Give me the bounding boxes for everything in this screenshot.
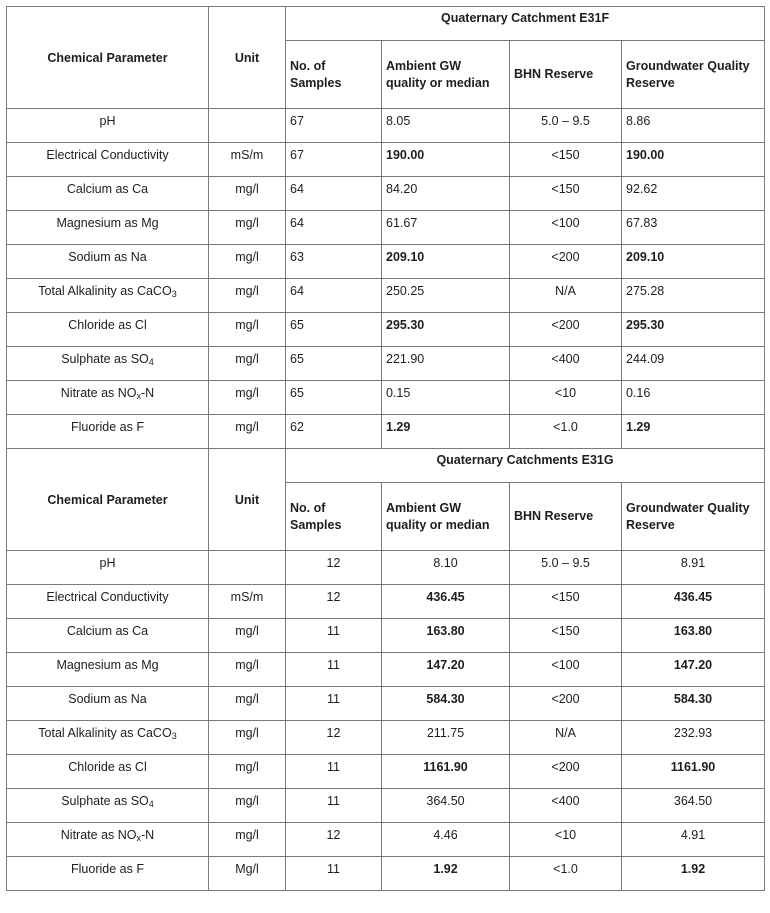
parameter-cell: Magnesium as Mg (7, 653, 209, 687)
ambient-cell: 147.20 (382, 653, 510, 687)
reserve-cell: 232.93 (622, 721, 765, 755)
gwq-reserve-header: Groundwater Quality Reserve (622, 41, 765, 109)
bhn-cell: <200 (510, 245, 622, 279)
samples-cell: 65 (286, 313, 382, 347)
ambient-cell: 221.90 (382, 347, 510, 381)
reserve-cell: 8.86 (622, 109, 765, 143)
no-of-samples-header: No. of Samples (286, 483, 382, 551)
parameter-cell: Fluoride as F (7, 857, 209, 891)
bhn-cell: N/A (510, 279, 622, 313)
bhn-cell: <1.0 (510, 857, 622, 891)
table-row (7, 755, 765, 789)
table-row (7, 279, 765, 313)
bhn-cell: <200 (510, 687, 622, 721)
ambient-cell: 61.67 (382, 211, 510, 245)
samples-cell: 62 (286, 415, 382, 449)
samples-cell: 11 (286, 857, 382, 891)
ambient-cell: 1.92 (382, 857, 510, 891)
table-row (7, 721, 765, 755)
table-row (7, 585, 765, 619)
parameter-cell: Sulphate as $SO_4$ (7, 347, 209, 381)
unit-cell (209, 109, 286, 143)
ambient-cell: 4.46 (382, 823, 510, 857)
parameter-cell: Sulphate as $SO_4$ (7, 789, 209, 823)
unit-cell: mg/l (209, 755, 286, 789)
parameter-cell: Fluoride as F (7, 415, 209, 449)
chemical-parameter-header: Chemical Parameter (7, 7, 209, 109)
parameter-cell: Chloride as Cl (7, 755, 209, 789)
unit-cell: mg/l (209, 619, 286, 653)
unit-cell: mg/l (209, 211, 286, 245)
bhn-cell: <150 (510, 585, 622, 619)
table-row (7, 211, 765, 245)
parameter-cell: Magnesium as Mg (7, 211, 209, 245)
unit-cell: mg/l (209, 823, 286, 857)
no-of-samples-header: No. of Samples (286, 41, 382, 109)
ambient-cell: 295.30 (382, 313, 510, 347)
ambient-cell: 364.50 (382, 789, 510, 823)
section-header-row (7, 7, 765, 41)
bhn-cell: <10 (510, 823, 622, 857)
table-row (7, 687, 765, 721)
table-row (7, 823, 765, 857)
bhn-cell: 5.0 – 9.5 (510, 109, 622, 143)
catchment-title: Quaternary Catchment E31F (286, 7, 765, 41)
catchment-title: Quaternary Catchments E31G (286, 449, 765, 483)
parameter-cell: Nitrate as $NO_x-N$ (7, 381, 209, 415)
reserve-cell: 1.92 (622, 857, 765, 891)
bhn-cell: <10 (510, 381, 622, 415)
table-row (7, 245, 765, 279)
ambient-cell: 8.10 (382, 551, 510, 585)
table-row (7, 789, 765, 823)
samples-cell: 11 (286, 653, 382, 687)
bhn-reserve-header: BHN Reserve (510, 41, 622, 109)
reserve-cell: 295.30 (622, 313, 765, 347)
ambient-gw-header: Ambient GW quality or median (382, 41, 510, 109)
chemical-parameter-header: Chemical Parameter (7, 449, 209, 551)
table-row (7, 143, 765, 177)
parameter-cell: Sodium as Na (7, 687, 209, 721)
unit-cell: mg/l (209, 687, 286, 721)
unit-cell: mg/l (209, 721, 286, 755)
parameter-cell: Calcium as Ca (7, 619, 209, 653)
ambient-cell: 8.05 (382, 109, 510, 143)
table-row (7, 653, 765, 687)
reserve-cell: 8.91 (622, 551, 765, 585)
reserve-cell: 67.83 (622, 211, 765, 245)
bhn-cell: <150 (510, 619, 622, 653)
unit-cell: mg/l (209, 381, 286, 415)
parameter-cell: Nitrate as $NO_x-N$ (7, 823, 209, 857)
reserve-cell: 275.28 (622, 279, 765, 313)
bhn-cell: <200 (510, 755, 622, 789)
bhn-cell: <100 (510, 211, 622, 245)
parameter-cell: Electrical Conductivity (7, 585, 209, 619)
bhn-cell: <400 (510, 347, 622, 381)
parameter-cell: pH (7, 551, 209, 585)
samples-cell: 64 (286, 211, 382, 245)
parameter-cell: Sodium as Na (7, 245, 209, 279)
ambient-cell: 211.75 (382, 721, 510, 755)
parameter-cell: Total Alkalinity as CaCO$_3$ (7, 721, 209, 755)
samples-cell: 65 (286, 347, 382, 381)
unit-cell: Mg/l (209, 857, 286, 891)
reserve-cell: 147.20 (622, 653, 765, 687)
bhn-cell: <150 (510, 177, 622, 211)
ambient-cell: 250.25 (382, 279, 510, 313)
reserve-cell: 244.09 (622, 347, 765, 381)
samples-cell: 11 (286, 619, 382, 653)
unit-cell: mS/m (209, 585, 286, 619)
table-row (7, 381, 765, 415)
section-header-row (7, 449, 765, 483)
parameter-cell: pH (7, 109, 209, 143)
samples-cell: 12 (286, 551, 382, 585)
parameter-cell: Total Alkalinity as CaCO$_3$ (7, 279, 209, 313)
ambient-cell: 163.80 (382, 619, 510, 653)
ambient-gw-header: Ambient GW quality or median (382, 483, 510, 551)
samples-cell: 11 (286, 687, 382, 721)
table-row (7, 109, 765, 143)
gwq-reserve-header: Groundwater Quality Reserve (622, 483, 765, 551)
unit-header: Unit (209, 449, 286, 551)
table-row (7, 857, 765, 891)
reserve-cell: 584.30 (622, 687, 765, 721)
reserve-cell: 1.29 (622, 415, 765, 449)
table-row (7, 313, 765, 347)
reserve-cell: 1161.90 (622, 755, 765, 789)
unit-cell: mg/l (209, 789, 286, 823)
reserve-cell: 364.50 (622, 789, 765, 823)
table-row (7, 619, 765, 653)
bhn-cell: <150 (510, 143, 622, 177)
document-page (6, 6, 764, 886)
water-quality-table (6, 6, 765, 891)
bhn-cell: <1.0 (510, 415, 622, 449)
unit-cell: mg/l (209, 313, 286, 347)
unit-header: Unit (209, 7, 286, 109)
ambient-cell: 436.45 (382, 585, 510, 619)
samples-cell: 67 (286, 143, 382, 177)
samples-cell: 64 (286, 279, 382, 313)
samples-cell: 12 (286, 823, 382, 857)
ambient-cell: 84.20 (382, 177, 510, 211)
samples-cell: 65 (286, 381, 382, 415)
bhn-cell: N/A (510, 721, 622, 755)
table-row (7, 415, 765, 449)
bhn-cell: <100 (510, 653, 622, 687)
unit-cell: mg/l (209, 177, 286, 211)
table-row (7, 177, 765, 211)
parameter-cell: Electrical Conductivity (7, 143, 209, 177)
parameter-cell: Chloride as Cl (7, 313, 209, 347)
samples-cell: 11 (286, 789, 382, 823)
reserve-cell: 190.00 (622, 143, 765, 177)
unit-cell: mg/l (209, 347, 286, 381)
ambient-cell: 1161.90 (382, 755, 510, 789)
reserve-cell: 436.45 (622, 585, 765, 619)
samples-cell: 11 (286, 755, 382, 789)
samples-cell: 64 (286, 177, 382, 211)
ambient-cell: 190.00 (382, 143, 510, 177)
reserve-cell: 209.10 (622, 245, 765, 279)
bhn-reserve-header: BHN Reserve (510, 483, 622, 551)
unit-cell (209, 551, 286, 585)
samples-cell: 63 (286, 245, 382, 279)
bhn-cell: <200 (510, 313, 622, 347)
bhn-cell: <400 (510, 789, 622, 823)
parameter-cell: Calcium as Ca (7, 177, 209, 211)
ambient-cell: 1.29 (382, 415, 510, 449)
ambient-cell: 584.30 (382, 687, 510, 721)
samples-cell: 12 (286, 585, 382, 619)
unit-cell: mg/l (209, 245, 286, 279)
unit-cell: mS/m (209, 143, 286, 177)
unit-cell: mg/l (209, 653, 286, 687)
samples-cell: 67 (286, 109, 382, 143)
unit-cell: mg/l (209, 415, 286, 449)
reserve-cell: 92.62 (622, 177, 765, 211)
ambient-cell: 209.10 (382, 245, 510, 279)
ambient-cell: 0.15 (382, 381, 510, 415)
table-row (7, 347, 765, 381)
table-row (7, 551, 765, 585)
samples-cell: 12 (286, 721, 382, 755)
reserve-cell: 163.80 (622, 619, 765, 653)
bhn-cell: 5.0 – 9.5 (510, 551, 622, 585)
unit-cell: mg/l (209, 279, 286, 313)
reserve-cell: 4.91 (622, 823, 765, 857)
reserve-cell: 0.16 (622, 381, 765, 415)
